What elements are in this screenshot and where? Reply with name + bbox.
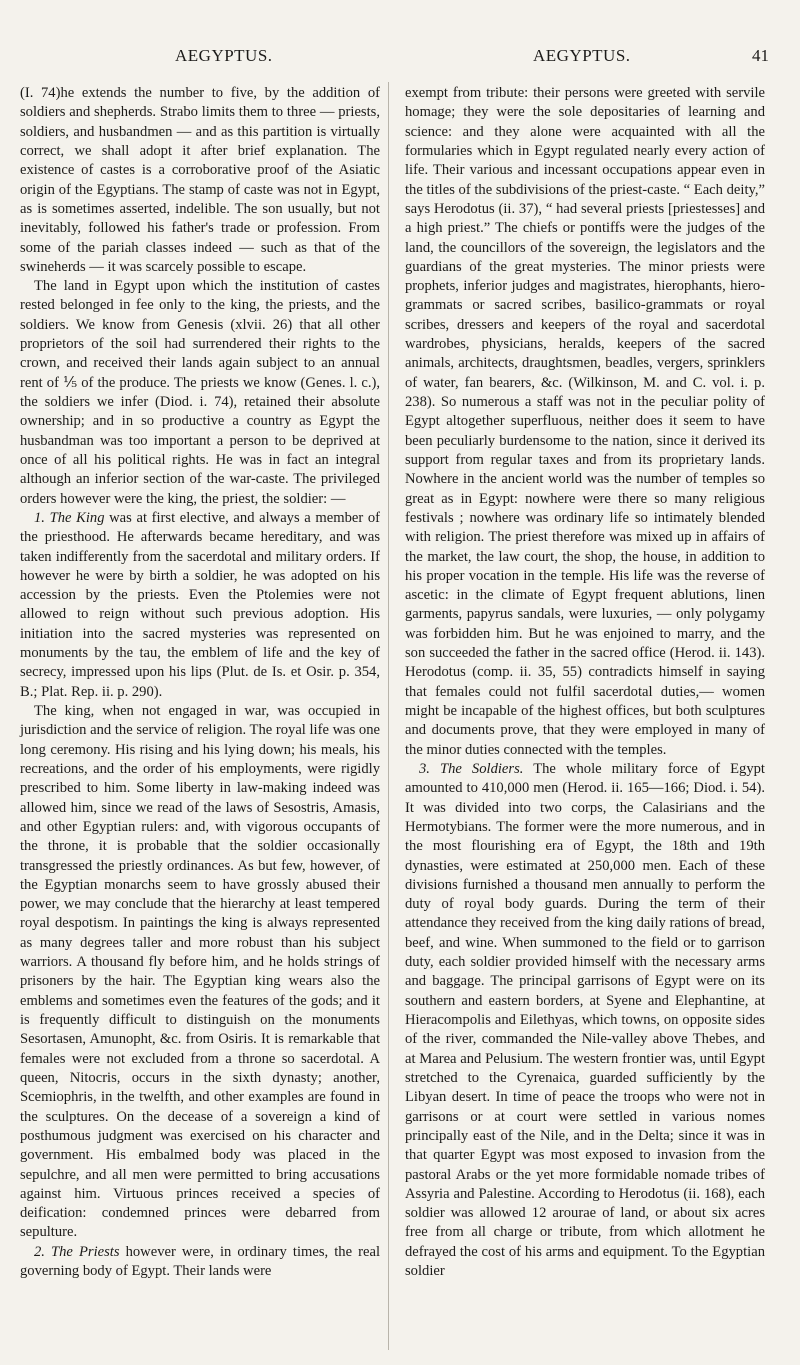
running-header-right: AEGYPTUS. xyxy=(533,46,631,65)
paragraph-text: however were, in ordinary times, the real governing body of Egypt. Their lands were xyxy=(20,1243,380,1280)
paragraph: The land in Egypt upon which the institution of castes rested belonged in fee only to the king, the priests, and the soldiers. We know from Genesis (xlvii. 26) that all other proprietors of the soil had surrendered their rights to the crown, and received their lands again subject to an annual rent of ⅕ of the produce. The priests we know (Genes. l. c.), the soldiers we infer (Diod. i. 74), retained their absolute ownership; and in so productive a country as Egypt the husbandman was too important a person to be deprived at once of all his political rights. He was in fact an integral although an inferior section of the war-caste. The privileged orders however were the king, the priest, the soldier: — xyxy=(20,278,380,507)
column-divider xyxy=(388,82,389,1350)
section-heading: 3. The Soldiers. xyxy=(419,760,524,777)
left-column xyxy=(20,84,380,1281)
paragraph-text: he extends the number to five, by the addition of soldiers and shepherds. Strabo limits them to three — priests, soldiers, and husbandmen — and as this partition is virtually correct, we shall adopt it after brief explanation. The existence of castes is a corroborative proof of the Asiatic origin of the Egyptians. The stamp of caste was not in Egypt, as is sometimes asserted, indelible. The son usually, but not inevitably, followed his father's trade or profession. From some of the pariah classes indeed — such as that of the swineherds — it was scarcely possible to escape. xyxy=(20,85,380,275)
paragraph xyxy=(20,509,380,702)
section-heading: 1. The King xyxy=(34,509,105,526)
right-column xyxy=(405,84,765,1281)
marginal-reference: (I. 74) xyxy=(20,85,61,101)
section-heading: 2. The Priests xyxy=(34,1243,120,1260)
paragraph-text: The whole military force of Egypt amounted to 410,000 men (Herod. ii. 165—166; Diod. i. 54). It was divided into two corps, the Calasirians and the Hermotybians. The former were the more numerous, and in the most flourishing era of Egypt, the 18th and 19th dynasties, were estimated at 250,000 men. Each of these divisions furnished a thousand men annually to perform the duty of royal body guards. During the term of their attendance they received from the king daily rations of bread, beef, and wine. When summoned to the field or to garrison duty, each soldier provided himself with the necessary arms and baggage. The principal garrisons of Egypt were on its southern and eastern borders, at Syene and Elephantine, at Hieracompolis and Eilethyas, which towns, on opposite sides of the river, commanded the Nile-valley above Thebes, and at Marea and Pelusium. The western frontier was, until Egypt stretched to the Cyrenaica, guarded sufficiently by the Libyan desert. In time of peace the troops who were not in garrisons or at court were settled in various nomes principally east of the Nile, and in the Delta; since it was in that quarter Egypt was most exposed to invasion from the pastoral Arabs or the yet more formidable nomade tribes of Assyria and Palestine. According to Herodotus (ii. 168), each soldier was allowed 12 arourae of land, or about six acres free from all charge or tribute, from which allotment he defrayed the cost of his arms and equipment. To the Egyptian soldier xyxy=(405,760,765,1280)
paragraph xyxy=(20,84,380,277)
paragraph-text: was at first elective, and always a member of the priesthood. He afterwards became hereditary, and was taken indifferently from the sacerdotal and military orders. If however he were by birth a soldier, he was adopted on his accession by the priests. Even the Ptolemies were not allowed to reign without such previous adoption. His initiation into the sacred mysteries was represented on monuments by the tau, the emblem of life and the key of secrecy, impressed upon his lips (Plut. de Is. et Osir. p. 354, B.; Plat. Rep. ii. p. 290). xyxy=(20,509,381,700)
paragraph xyxy=(405,760,765,1281)
paragraph xyxy=(20,1243,380,1282)
running-header-left: AEGYPTUS. xyxy=(175,46,273,65)
paragraph: exempt from tribute: their persons were greeted with servile homage; they were the sole depositaries of learning and science: and they alone were acquainted with all the formularies which in Egypt regulated nearly every action of life. Their various and incessant occupations appear even in the titles of the subdivisions of the priest-caste. “ Each deity,” says Herodotus (ii. 37), “ had several priests [priestesses] and a high priest.” The chiefs or pontiffs were the judges of the land, the councillors of the sovereign, the legislators and the guardians of the great mysteries. The minor priests were prophets, inferior judges and magistrates, hierophants, hiero-grammats or sacred scribes, basilico-grammats or royal scribes, dressers and keepers of the royal and sacerdotal wardrobes, physicians, heralds, keepers of the sacred animals, architects, draughtsmen, beadles, vergers, sprinklers of water, fan bearers, &c. (Wilkinson, M. and C. vol. i. p. 238). So numerous a staff was not in the peculiar polity of Egypt altogether superfluous, neither does it seem to have been peculiarly burdensome to the nation, since it derived its support from regular taxes and from its proprietary lands. Nowhere in the ancient world was the number of temples so great as in Egypt: nowhere were there so many religious festivals ; nowhere was ordinary life so intimately blended with religion. The priest therefore was mixed up in affairs of the market, the law court, the shop, the house, in addition to his proper vocation in the temple. His life was the reverse of ascetic: in the climate of Egypt frequent ablutions, linen garments, papyrus sandals, were luxuries, — only polygamy was forbidden him. But he was enjoined to marry, and the son succeeded the father in the sacred office (Herod. ii. 143). Herodotus (comp. ii. 35, 55) contradicts himself in saying that females could not fulfil sacerdotal duties,— women might be incapable of the highest offices, but both sculptures and documents prove, that they were employed in many of the minor duties connected with the temples. xyxy=(405,85,765,758)
paragraph: The king, when not engaged in war, was occupied in jurisdiction and the service of religion. The royal life was one long ceremony. His rising and his lying down; his meals, his recreations, and the order of his employments, were rigidly prescribed to him. Some liberty in law-making indeed was allowed him, since we read of the laws of Sesostris, Amasis, and other Egyptian rulers: and, with vigorous occupants of the throne, it is probable that the soldier occasionally transgressed the priestly ordinances. As but few, however, of the Egyptian monarchs seem to have grossly abused their power, we may conclude that the hierarchy at least tempered royal despotism. In paintings the king is always represented as many degrees taller and more robust than his subject warriors. A thousand fly before him, and he holds strings of prisoners by the hair. The Egyptian king wears also the emblems and sometimes even the features of the gods; and it is frequently difficult to distinguish on the monuments Sesortasen, Amunopht, &c. from Osiris. It is remarkable that females were not excluded from a throne so sacerdotal. A queen, Nitocris, occurs in the sixth dynasty; another, Scemiophris, in the twelfth, and other examples are found in the sculptures. On the decease of a sovereign a kind of posthumous judgment was exercised on his character and government. His embalmed body was placed in the sepulchre, and all men were permitted to bring accusations against him. Virtuous princes received a species of deification: condemned princes were debarred from sepulture. xyxy=(20,703,381,1241)
page-number: 41 xyxy=(752,46,769,65)
